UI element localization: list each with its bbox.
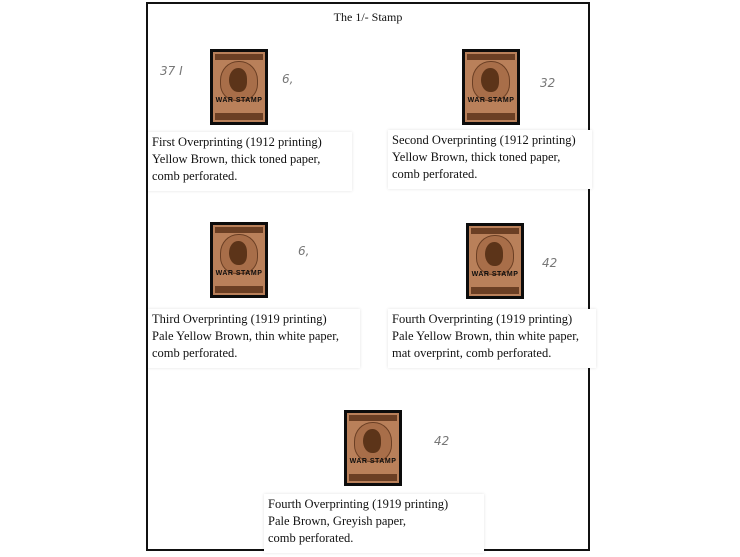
- caption-fourth-overprinting-mat: [388, 309, 596, 368]
- stamp-overprint: WAR STAMP: [467, 97, 515, 104]
- handwritten-price: 6,: [298, 244, 310, 258]
- king-portrait-icon: [481, 68, 499, 92]
- king-portrait-icon: [229, 241, 247, 265]
- caption-line: First Overprinting (1912 printing): [152, 135, 322, 149]
- stamp-fourth-overprinting-mat: [466, 223, 524, 299]
- handwritten-price: 32: [540, 76, 556, 90]
- stamp-second-overprinting: [462, 49, 520, 125]
- caption-fourth-overprinting-greyish: [264, 494, 484, 553]
- caption-line: comb perforated.: [152, 346, 238, 360]
- handwritten-catalogue-ref: 37 I: [160, 64, 183, 78]
- caption-line: Pale Yellow Brown, thin white paper,: [392, 329, 579, 343]
- caption-second-overprinting: [388, 130, 592, 189]
- caption-line: Fourth Overprinting (1919 printing): [268, 497, 449, 511]
- stamp-third-overprinting: [210, 222, 268, 298]
- caption-third-overprinting: [148, 309, 360, 368]
- album-page: [146, 2, 590, 551]
- caption-line: Yellow Brown, thick toned paper,: [392, 150, 561, 164]
- king-portrait-icon: [229, 68, 247, 92]
- caption-line: Pale Brown, Greyish paper,: [268, 514, 407, 528]
- stamp-overprint: WAR STAMP: [215, 97, 263, 104]
- handwritten-price: 42: [542, 256, 558, 270]
- handwritten-price: 6,: [282, 72, 294, 86]
- caption-line: Fourth Overprinting (1919 printing): [392, 312, 573, 326]
- handwritten-price: 42: [434, 434, 450, 448]
- king-portrait-icon: [485, 242, 503, 266]
- king-portrait-icon: [363, 429, 381, 453]
- caption-line: Third Overprinting (1919 printing): [152, 312, 327, 326]
- caption-line: Pale Yellow Brown, thin white paper,: [152, 329, 339, 343]
- caption-line: Yellow Brown, thick toned paper,: [152, 152, 321, 166]
- caption-line: comb perforated.: [392, 167, 478, 181]
- caption-line: Second Overprinting (1912 printing): [392, 133, 576, 147]
- stamp-overprint: WAR STAMP: [349, 458, 397, 465]
- stamp-first-overprinting: [210, 49, 268, 125]
- stamp-overprint: WAR STAMP: [471, 271, 519, 278]
- caption-line: mat overprint, comb perforated.: [392, 346, 552, 360]
- caption-line: comb perforated.: [268, 531, 354, 545]
- stamp-fourth-overprinting-greyish: [344, 410, 402, 486]
- page-title: The 1/- Stamp: [333, 10, 403, 24]
- caption-line: comb perforated.: [152, 169, 238, 183]
- stamp-overprint: WAR STAMP: [215, 270, 263, 277]
- caption-first-overprinting: [148, 132, 352, 191]
